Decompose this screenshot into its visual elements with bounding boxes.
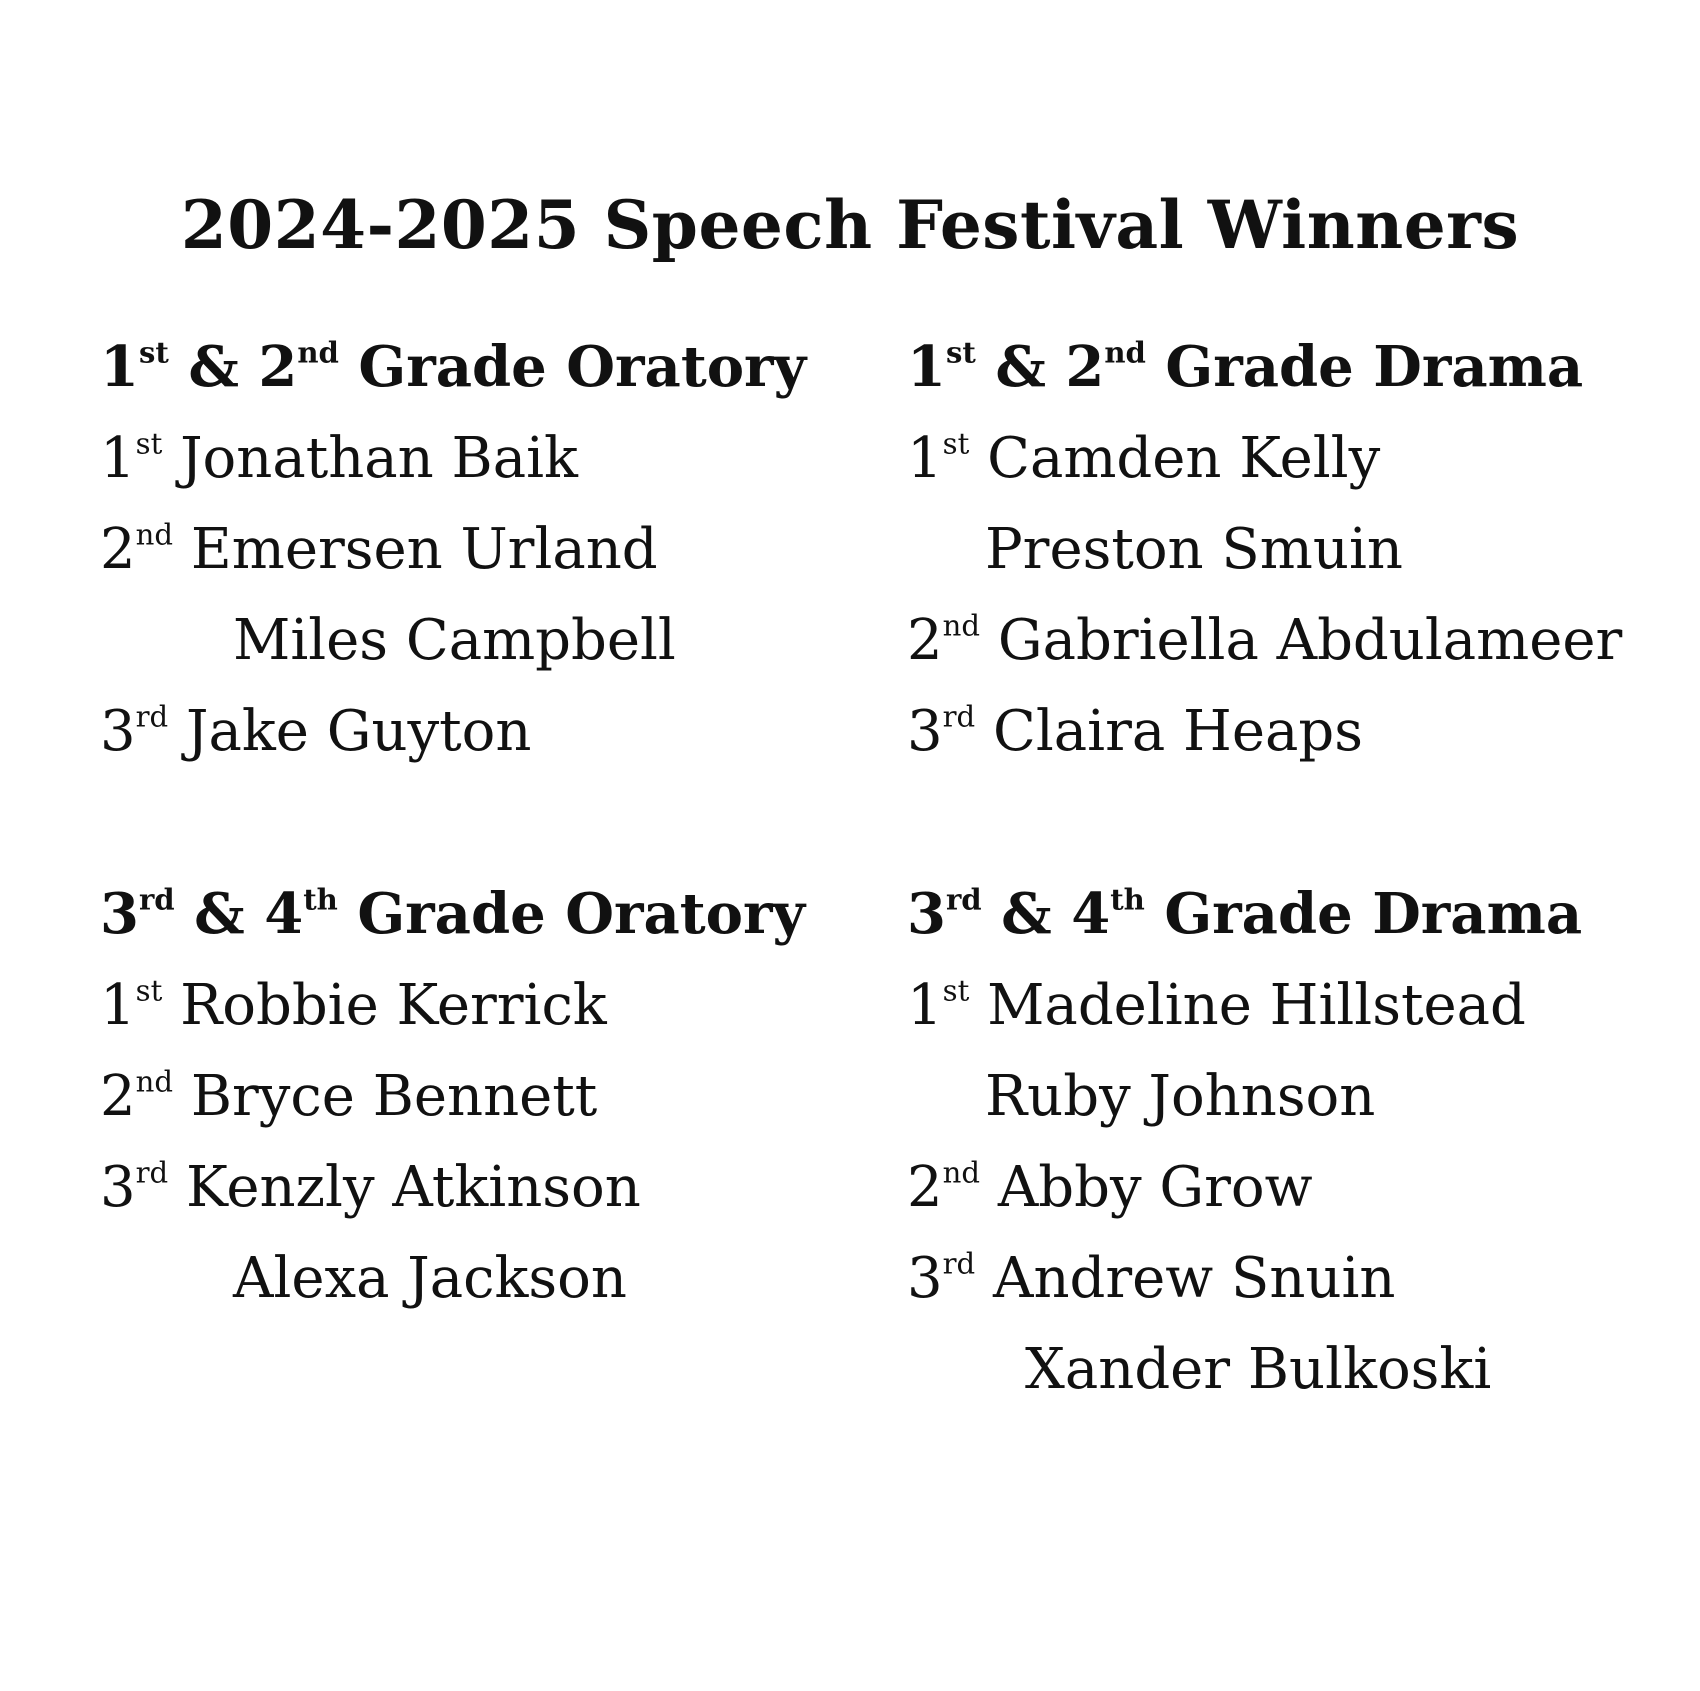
page-title: 2024-2025 Speech Festival Winners: [180, 186, 1520, 264]
winner-entry: 3rd Kenzly Atkinson: [100, 1155, 641, 1220]
winner-entry: 2nd Emersen Urland: [100, 517, 658, 582]
winner-entry-tie: Xander Bulkoski: [1025, 1337, 1492, 1402]
winner-entry: 2nd Bryce Bennett: [100, 1064, 598, 1129]
section-heading: 1st & 2nd Grade Drama: [907, 334, 1584, 400]
winner-entry: 3rd Claira Heaps: [907, 699, 1363, 764]
section-heading: 3rd & 4th Grade Drama: [907, 881, 1583, 947]
winner-entry: 1st Madeline Hillstead: [907, 973, 1526, 1038]
winner-entry-tie: Miles Campbell: [233, 608, 676, 673]
winner-entry: 2nd Abby Grow: [907, 1155, 1313, 1220]
winner-entry: 1st Jonathan Baik: [100, 426, 578, 491]
winner-entry-tie: Alexa Jackson: [233, 1246, 627, 1311]
winner-entry: 3rd Jake Guyton: [100, 699, 532, 764]
section-oratory-1-2: [100, 322, 880, 777]
section-heading: 3rd & 4th Grade Oratory: [100, 881, 806, 947]
section-oratory-3-4: [100, 869, 880, 1324]
section-drama-3-4: [907, 869, 1687, 1415]
section-drama-1-2: [907, 322, 1687, 777]
winner-entry: 3rd Andrew Snuin: [907, 1246, 1396, 1311]
winner-entry-tie: Preston Smuin: [985, 517, 1403, 582]
winner-entry: 2nd Gabriella Abdulameer: [907, 608, 1623, 673]
winner-entry: 1st Camden Kelly: [907, 426, 1381, 491]
section-heading: 1st & 2nd Grade Oratory: [100, 334, 807, 400]
winner-entry-tie: Ruby Johnson: [985, 1064, 1376, 1129]
winner-entry: 1st Robbie Kerrick: [100, 973, 607, 1038]
